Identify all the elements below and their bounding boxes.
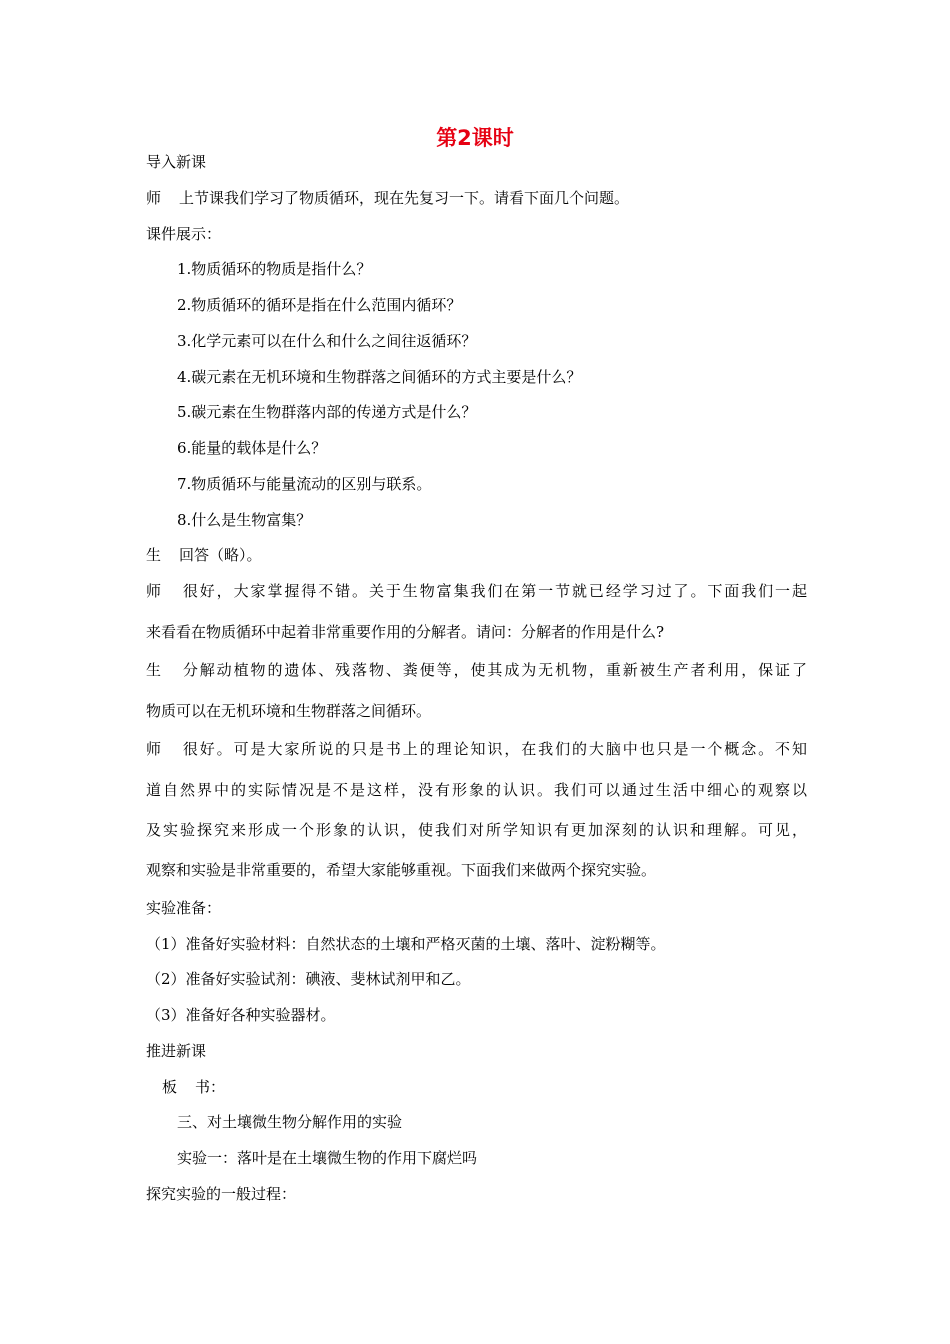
speech-text: 回答（略）。 xyxy=(179,546,262,564)
question-6: 6.能量的载体是什么？ xyxy=(177,439,327,457)
teacher-line-2a xyxy=(146,581,807,601)
speaker-label: 师 xyxy=(146,189,162,207)
board-label-b: 书： xyxy=(195,1078,226,1096)
board-label xyxy=(162,1077,225,1097)
question-5: 5.碳元素在生物群落内部的传递方式是什么？ xyxy=(177,403,477,421)
question-7: 7.物质循环与能量流动的区别与联系。 xyxy=(177,475,432,493)
teacher-line-3b: 道自然界中的实际情况是不是这样，没有形象的认识。我们可以通过生活中细心的观察以 xyxy=(146,781,807,799)
speech-text: 很好。可是大家所说的只是书上的理论知识，在我们的大脑中也只是一个概念。不知 xyxy=(180,740,807,758)
teacher-line-3d: 观察和实验是非常重要的，希望大家能够重视。下面我们来做两个探究实验。 xyxy=(146,861,657,879)
question-8: 8.什么是生物富集？ xyxy=(177,511,312,529)
section-heading: 三、对土壤微生物分解作用的实验 xyxy=(177,1113,403,1131)
experiment-1-heading: 实验一：落叶是在土壤微生物的作用下腐烂吗 xyxy=(177,1149,478,1167)
question-4: 4.碳元素在无机环境和生物群落之间循环的方式主要是什么？ xyxy=(177,368,582,386)
teacher-line-2b: 来看看在物质循环中起着非常重要作用的分解者。请问：分解者的作用是什么? xyxy=(146,623,665,641)
courseware-heading: 课件展示： xyxy=(146,225,222,243)
prep-item-3: （3）准备好各种实验器材。 xyxy=(146,1006,336,1024)
teacher-line-3c: 及实验探究来形成一个形象的认识，使我们对所学知识有更加深刻的认识和理解。可见， xyxy=(146,821,807,839)
student-answer-1 xyxy=(146,545,262,565)
prep-item-1: （1）准备好实验材料：自然状态的土壤和严格灭菌的土壤、落叶、淀粉糊等。 xyxy=(146,935,666,953)
question-1: 1.物质循环的物质是指什么？ xyxy=(177,260,372,278)
heading-advance: 推进新课 xyxy=(146,1042,207,1060)
student-answer-2a xyxy=(146,660,807,680)
question-3: 3.化学元素可以在什么和什么之间往返循环？ xyxy=(177,332,477,350)
heading-intro: 导入新课 xyxy=(146,153,207,171)
speech-text: 很好，大家掌握得不错。关于生物富集我们在第一节就已经学习过了。下面我们一起 xyxy=(180,582,807,600)
speaker-label: 师 xyxy=(146,582,163,600)
board-label-a: 板 xyxy=(162,1078,178,1096)
speech-text: 分解动植物的遗体、残落物、粪便等，使其成为无机物，重新被生产者利用，保证了 xyxy=(180,661,807,679)
teacher-line-3a xyxy=(146,739,807,759)
teacher-line-1 xyxy=(146,188,629,208)
speaker-label: 师 xyxy=(146,740,163,758)
page-title: 第2课时 xyxy=(436,126,514,150)
speaker-label: 生 xyxy=(146,546,162,564)
prep-item-2: （2）准备好实验试剂：碘液、斐林试剂甲和乙。 xyxy=(146,970,471,988)
prep-heading: 实验准备： xyxy=(146,899,222,917)
question-2: 2.物质循环的循环是指在什么范围内循环？ xyxy=(177,296,462,314)
speaker-label: 生 xyxy=(146,661,163,679)
process-heading: 探究实验的一般过程： xyxy=(146,1185,297,1203)
speech-text: 上节课我们学习了物质循环，现在先复习一下。请看下面几个问题。 xyxy=(179,189,630,207)
student-answer-2b: 物质可以在无机环境和生物群落之间循环。 xyxy=(146,702,432,720)
